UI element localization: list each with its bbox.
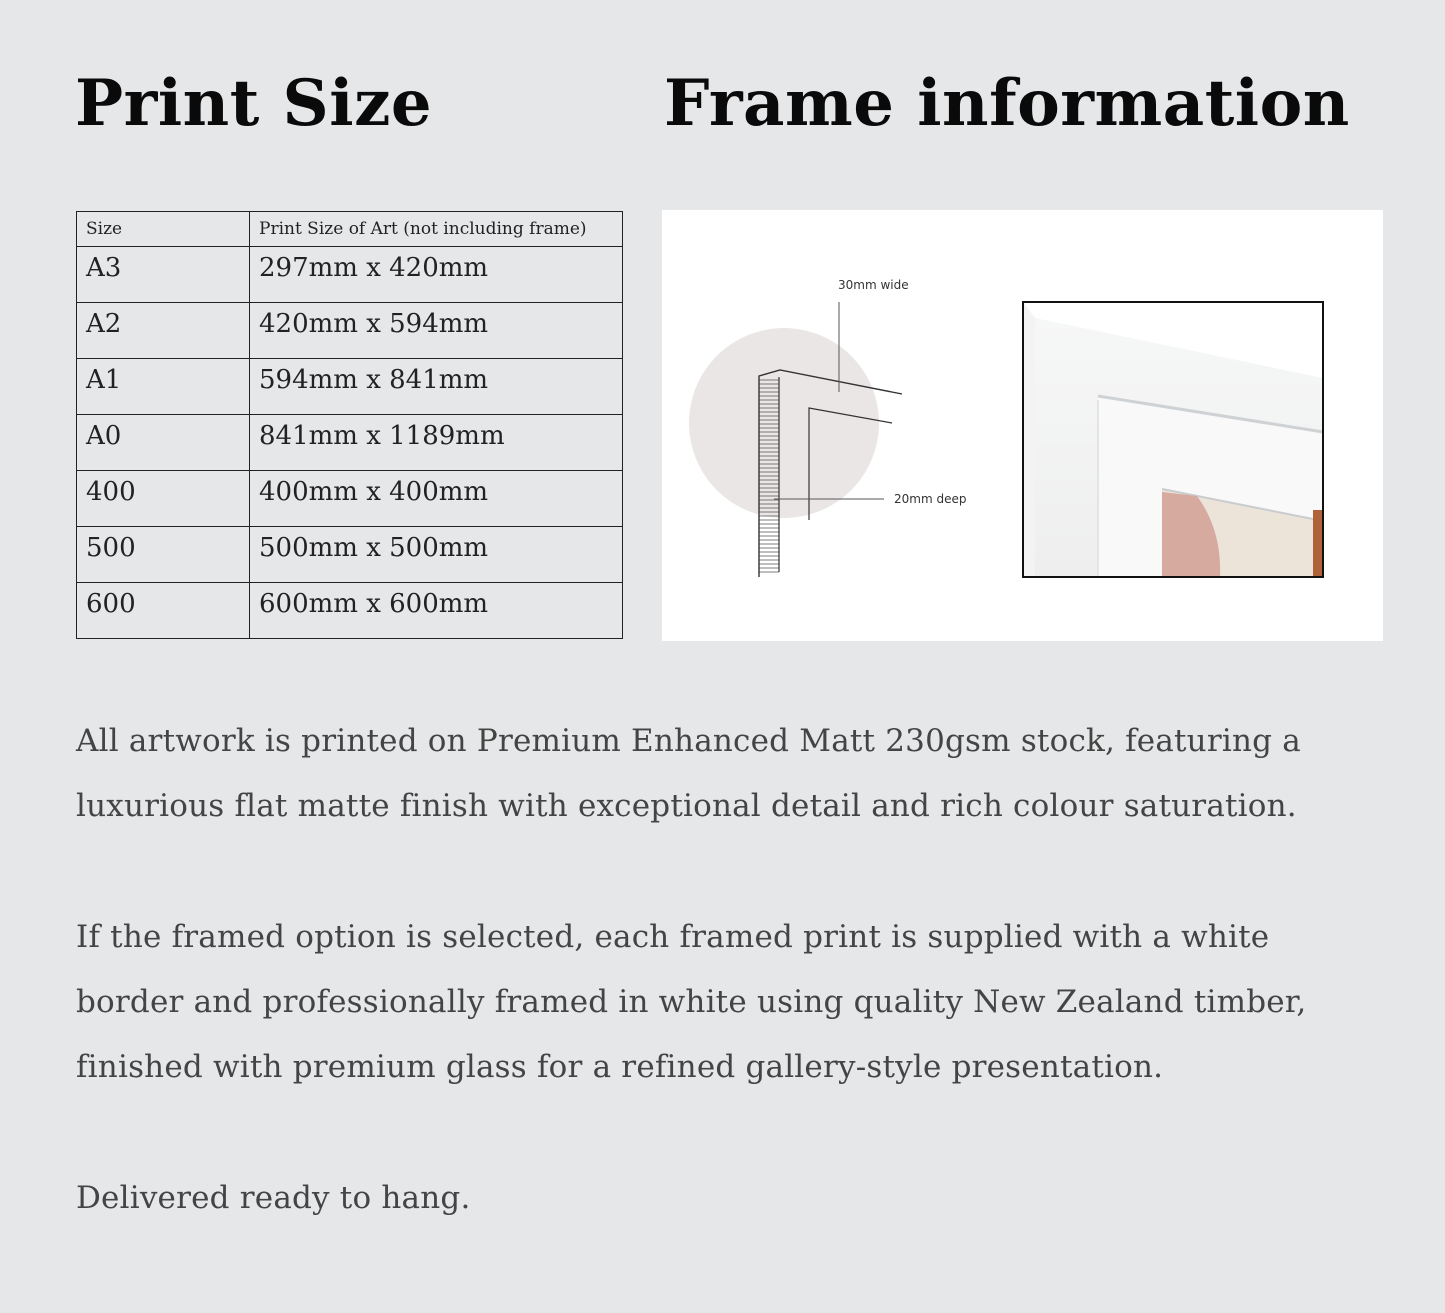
size-cell: A2 xyxy=(77,303,250,359)
size-cell: A1 xyxy=(77,359,250,415)
size-cell: A3 xyxy=(77,247,250,303)
frame-hatching xyxy=(759,377,779,575)
dimensions-cell: 600mm x 600mm xyxy=(250,583,623,639)
table-row xyxy=(77,471,623,527)
table-row xyxy=(77,303,623,359)
table-row xyxy=(77,247,623,303)
column-header-print-size: Print Size of Art (not including frame) xyxy=(250,212,623,247)
dimensions-cell: 841mm x 1189mm xyxy=(250,415,623,471)
delivery-paragraph: Delivered ready to hang. xyxy=(76,1180,471,1216)
stock-paragraph: All artwork is printed on Premium Enhanced Matt 230gsm stock, featuring a luxurious flat matte finish with exceptional detail and rich colour saturation. xyxy=(76,723,1301,824)
frame-corner-photo xyxy=(1023,302,1323,577)
table-header-row xyxy=(77,212,623,247)
size-cell: 500 xyxy=(77,527,250,583)
column-header-size: Size xyxy=(77,212,250,247)
dimensions-cell: 420mm x 594mm xyxy=(250,303,623,359)
dimensions-cell: 500mm x 500mm xyxy=(250,527,623,583)
background-circle xyxy=(689,328,879,518)
size-cell: A0 xyxy=(77,415,250,471)
print-size-table xyxy=(76,211,623,639)
width-label: 30mm wide xyxy=(838,278,909,292)
framing-paragraph: If the framed option is selected, each framed print is supplied with a white border and professionally framed in white using quality New Zealand timber, finished with premium glass for a refined gallery-style presentation. xyxy=(76,919,1307,1085)
print-size-heading: Print Size xyxy=(75,66,433,141)
frame-profile-diagram xyxy=(662,210,1383,641)
dimensions-cell: 297mm x 420mm xyxy=(250,247,623,303)
dimensions-cell: 594mm x 841mm xyxy=(250,359,623,415)
size-cell: 400 xyxy=(77,471,250,527)
table-row xyxy=(77,583,623,639)
table-row xyxy=(77,359,623,415)
table-row xyxy=(77,527,623,583)
table-row xyxy=(77,415,623,471)
frame-diagram-panel xyxy=(662,210,1383,641)
dimensions-cell: 400mm x 400mm xyxy=(250,471,623,527)
frame-information-heading: Frame information xyxy=(664,66,1350,141)
size-cell: 600 xyxy=(77,583,250,639)
depth-label: 20mm deep xyxy=(894,492,967,506)
